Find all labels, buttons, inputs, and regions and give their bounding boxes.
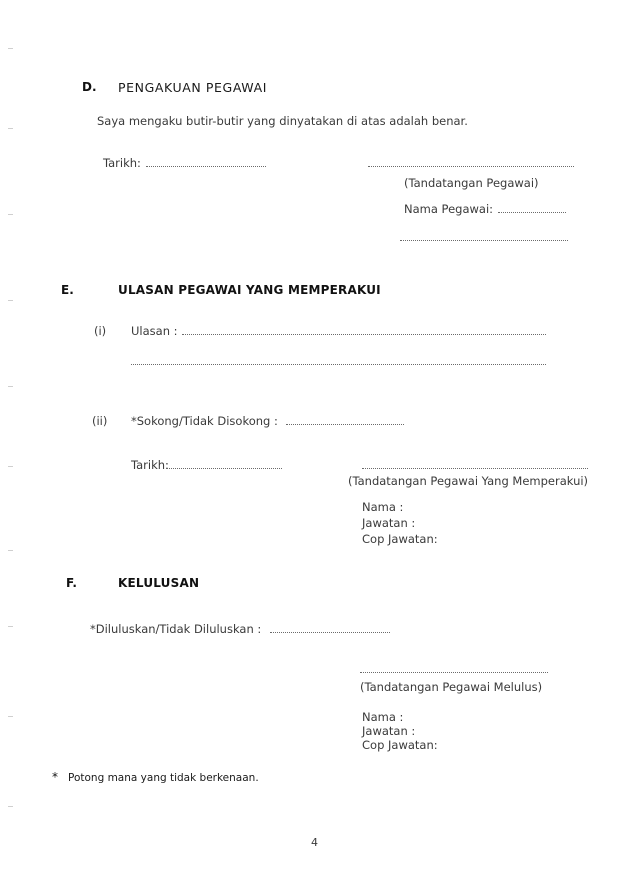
f-position-label: Jawatan : xyxy=(362,724,416,738)
e-position-label: Jawatan : xyxy=(362,516,416,530)
f-approval-label: *Diluluskan/Tidak Diluluskan : xyxy=(90,622,262,636)
e-stamp-label: Cop Jawatan: xyxy=(362,532,438,546)
d-name-field[interactable] xyxy=(498,212,566,213)
d-name-line[interactable] xyxy=(400,240,568,241)
section-f-letter: F. xyxy=(66,576,77,590)
e-signature-caption: (Tandatangan Pegawai Yang Memperakui) xyxy=(348,474,589,488)
e-comment-label: Ulasan : xyxy=(131,324,178,338)
d-name-label: Nama Pegawai: xyxy=(404,202,494,216)
scan-mark xyxy=(8,128,13,129)
e-support-field[interactable] xyxy=(286,424,404,425)
e-signature-line[interactable] xyxy=(362,468,588,469)
scan-mark xyxy=(8,48,13,49)
footnote-text: Potong mana yang tidak berkenaan. xyxy=(68,772,259,784)
e-item1-number: (i) xyxy=(94,324,107,338)
e-date-field[interactable] xyxy=(166,468,282,469)
scan-mark xyxy=(8,626,13,627)
scan-mark xyxy=(8,300,13,301)
e-item2-number: (ii) xyxy=(92,414,108,428)
section-f-title: KELULUSAN xyxy=(118,576,200,590)
e-name-label: Nama : xyxy=(362,500,404,514)
e-support-label: *Sokong/Tidak Disokong : xyxy=(131,414,278,428)
d-date-label: Tarikh: xyxy=(103,156,141,170)
section-d-title: PENGAKUAN PEGAWAI xyxy=(118,80,268,95)
d-signature-caption: (Tandatangan Pegawai) xyxy=(404,176,539,190)
scan-mark xyxy=(8,716,13,717)
declaration-statement: Saya mengaku butir-butir yang dinyatakan di atas adalah benar. xyxy=(97,114,468,128)
scan-mark xyxy=(8,386,13,387)
footnote-marker: * xyxy=(52,770,58,784)
f-signature-line[interactable] xyxy=(360,672,548,673)
e-comment-field[interactable] xyxy=(182,334,546,335)
f-stamp-label: Cop Jawatan: xyxy=(362,738,438,752)
scan-mark xyxy=(8,550,13,551)
d-signature-line[interactable] xyxy=(368,166,574,167)
e-comment-line-2[interactable] xyxy=(131,364,546,365)
scan-mark xyxy=(8,466,13,467)
f-signature-caption: (Tandatangan Pegawai Melulus) xyxy=(360,680,543,694)
e-date-label: Tarikh: xyxy=(131,458,169,472)
section-d-letter: D. xyxy=(82,80,97,94)
section-e-title: ULASAN PEGAWAI YANG MEMPERAKUI xyxy=(118,283,381,297)
scan-mark xyxy=(8,214,13,215)
page-number: 4 xyxy=(311,836,318,849)
f-name-label: Nama : xyxy=(362,710,404,724)
f-approval-field[interactable] xyxy=(270,632,390,633)
scan-mark xyxy=(8,806,13,807)
section-e-letter: E. xyxy=(61,283,74,297)
d-date-field[interactable] xyxy=(146,166,266,167)
